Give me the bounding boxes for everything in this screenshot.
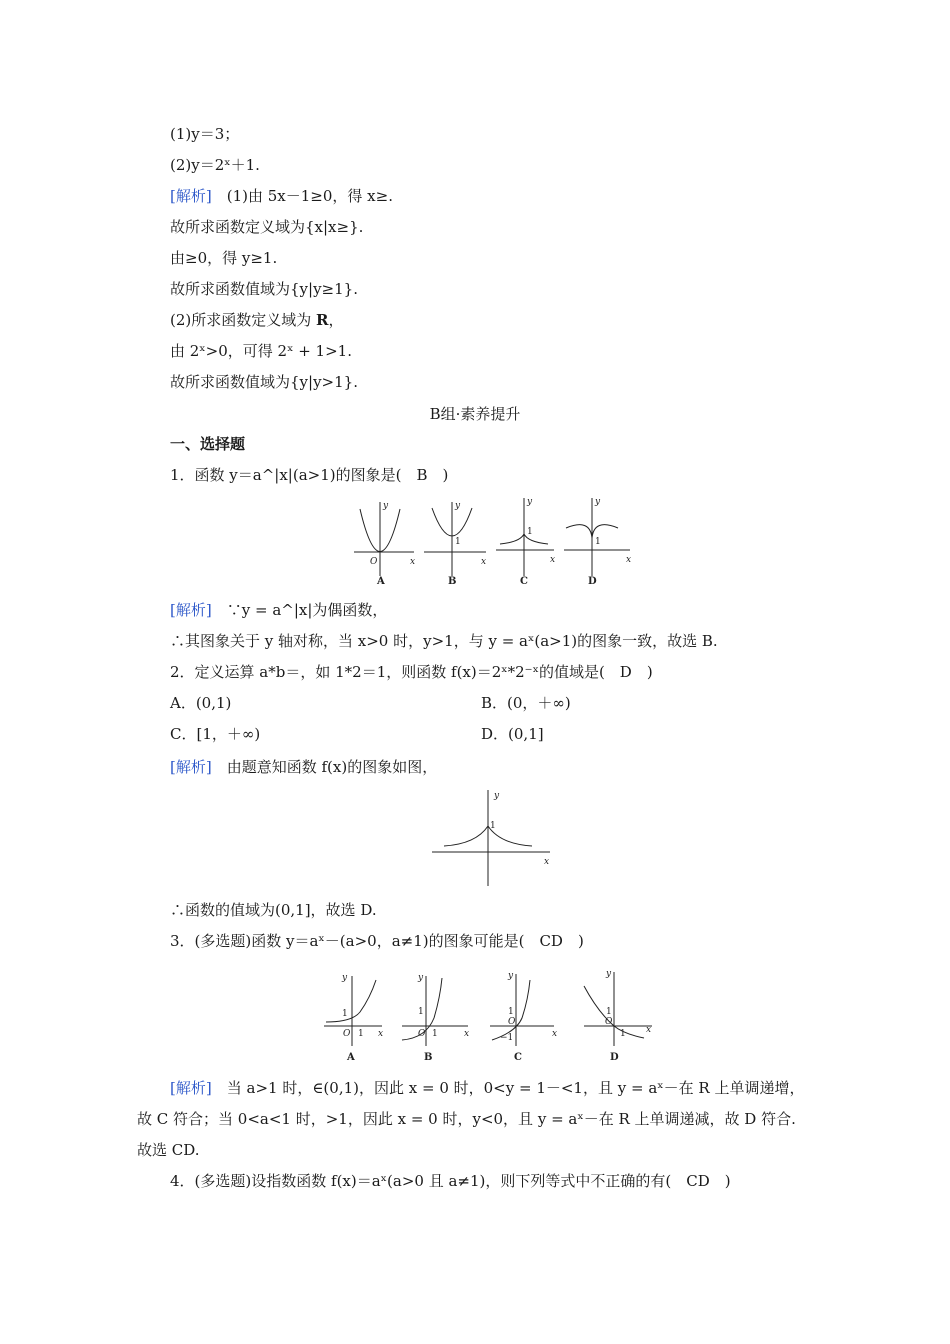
fig1-graph-a	[354, 501, 415, 587]
fig3-d-one-y: 1	[606, 1007, 612, 1017]
fig1-c-y: y	[527, 497, 533, 507]
fig1-graph-c	[496, 497, 555, 587]
analysis-1	[170, 186, 393, 206]
fig3-b-o: O	[418, 1029, 426, 1039]
fig3-a-x: x	[378, 1029, 384, 1039]
q2-option-a: A．(0,1)	[170, 694, 232, 712]
fig3-a-one-y: 1	[342, 1009, 348, 1019]
line-1: (1)y＝3；	[170, 125, 240, 143]
fig3-b-one-y: 1	[418, 1007, 424, 1017]
q1-analysis-text: ∵y = a^|x|为偶函数，	[226, 601, 388, 619]
q2-option-b: B．(0，＋∞)	[481, 694, 571, 712]
fig3-b-x: x	[464, 1029, 470, 1039]
q3-analysis-3: 故选 CD.	[137, 1141, 200, 1159]
question-4: 4．(多选题)设指数函数 f(x)＝aˣ(a>0 且 a≠1)，则下列等式中不正确的有( CD )	[170, 1172, 731, 1190]
fig1-d-y: y	[595, 497, 601, 507]
fig3-c-o: O	[508, 1017, 516, 1027]
subsection-title: 一、选择题	[170, 435, 246, 453]
fig3-c-y: y	[508, 971, 514, 981]
q3-analysis-label: [解析]	[170, 1079, 212, 1097]
line-7b: R	[316, 311, 329, 329]
figure-q1	[350, 494, 640, 586]
q2-option-c: C．[1，＋∞)	[170, 725, 261, 743]
figure-q3	[322, 966, 656, 1066]
q2-analysis-text: 由题意知函数 f(x)的图象如图，	[226, 758, 438, 776]
line-5: 由≥0，得 y≥1.	[170, 249, 278, 267]
fig1-a-y: y	[383, 501, 389, 511]
q1-analysis-label: [解析]	[170, 601, 212, 619]
fig3-c-x: x	[552, 1029, 558, 1039]
q3-analysis-1	[170, 1078, 804, 1098]
line-7a: (2)所求函数定义域为	[170, 311, 317, 329]
fig3-caption-d: D	[610, 1052, 619, 1063]
fig3-a-one-x: 1	[358, 1029, 364, 1039]
fig3-caption-c: C	[514, 1052, 522, 1063]
q2-option-d: D．(0,1]	[481, 725, 544, 743]
fig1-graph-b	[424, 501, 486, 587]
fig3-caption-a: A	[347, 1052, 355, 1063]
q2-analysis-label: [解析]	[170, 758, 212, 776]
q1-analysis-1	[170, 600, 387, 620]
fig3-d-o: O	[605, 1017, 613, 1027]
line-4: 故所求函数定义域为{x|x≥}.	[170, 218, 364, 236]
line-6: 故所求函数值域为{y|y≥1}.	[170, 280, 358, 298]
fig1-b-y: y	[455, 501, 461, 511]
q2-analysis-1	[170, 757, 437, 777]
question-1: 1．函数 y＝a^|x|(a>1)的图象是( B )	[170, 466, 449, 484]
analysis-label: [解析]	[170, 187, 212, 205]
fig3-c-one: 1	[508, 1007, 514, 1017]
line-2: (2)y＝2ˣ＋1.	[170, 156, 260, 174]
fig3-graph-d	[584, 969, 652, 1063]
question-3: 3．(多选题)函数 y＝aˣ－(a>0，a≠1)的图象可能是( CD )	[170, 932, 584, 950]
figure-q2	[430, 786, 560, 888]
line-7	[170, 310, 344, 330]
fig2-x: x	[544, 857, 550, 867]
fig2-one: 1	[490, 821, 496, 831]
fig3-graph-b	[402, 973, 469, 1063]
fig3-c-neg-one: −1	[500, 1033, 514, 1043]
fig1-a-o: O	[370, 557, 378, 567]
fig1-caption-b: B	[448, 576, 457, 587]
fig3-a-y: y	[342, 973, 348, 983]
fig1-caption-c: C	[520, 576, 528, 587]
fig1-graph-d	[564, 497, 631, 587]
fig3-d-y: y	[606, 969, 612, 979]
analysis-text: (1)由 5x－1≥0，得 x≥.	[226, 187, 393, 205]
q3-analysis-text: 当 a>1 时，∈(0,1)，因此 x = 0 时，0<y = 1－<1，且 y = aˣ－在 R 上单调递增，	[226, 1079, 805, 1097]
fig1-d-one: 1	[595, 537, 601, 547]
fig3-b-y: y	[418, 973, 424, 983]
q2-analysis-2: ∴函数的值域为(0,1]，故选 D.	[170, 901, 377, 919]
fig3-b-one-x: 1	[432, 1029, 438, 1039]
fig1-b-one: 1	[455, 537, 461, 547]
question-2: 2．定义运算 a*b＝，如 1*2＝1，则函数 f(x)＝2ˣ*2⁻ˣ的值域是( D )	[170, 663, 653, 681]
q1-analysis-2: ∴其图象关于 y 轴对称，当 x>0 时，y>1，与 y = aˣ(a>1)的图象一致，故选 B.	[170, 632, 718, 650]
fig3-caption-b: B	[424, 1052, 433, 1063]
fig3-d-x: x	[646, 1025, 652, 1035]
line-7c: ，	[328, 311, 344, 329]
fig1-a-x: x	[410, 557, 416, 567]
fig1-caption-a: A	[377, 576, 385, 587]
fig3-graph-a	[324, 973, 383, 1063]
fig1-caption-d: D	[588, 576, 597, 587]
fig1-d-x: x	[626, 555, 632, 565]
fig1-b-x: x	[481, 557, 487, 567]
section-title: B组·素养提升	[429, 405, 521, 423]
line-8: 由 2ˣ>0，可得 2ˣ + 1>1.	[170, 342, 352, 360]
fig2-y: y	[494, 791, 500, 801]
fig1-c-one: 1	[527, 527, 533, 537]
fig3-a-o: O	[343, 1029, 351, 1039]
fig3-d-one-x: 1	[620, 1029, 626, 1039]
q3-analysis-2: 故 C 符合；当 0<a<1 时，>1，因此 x = 0 时，y<0，且 y = aˣ－在 R 上单调递减，故 D 符合.	[137, 1110, 796, 1128]
line-9: 故所求函数值域为{y|y>1}.	[170, 373, 358, 391]
fig3-graph-c	[490, 971, 557, 1063]
fig1-c-x: x	[550, 555, 556, 565]
